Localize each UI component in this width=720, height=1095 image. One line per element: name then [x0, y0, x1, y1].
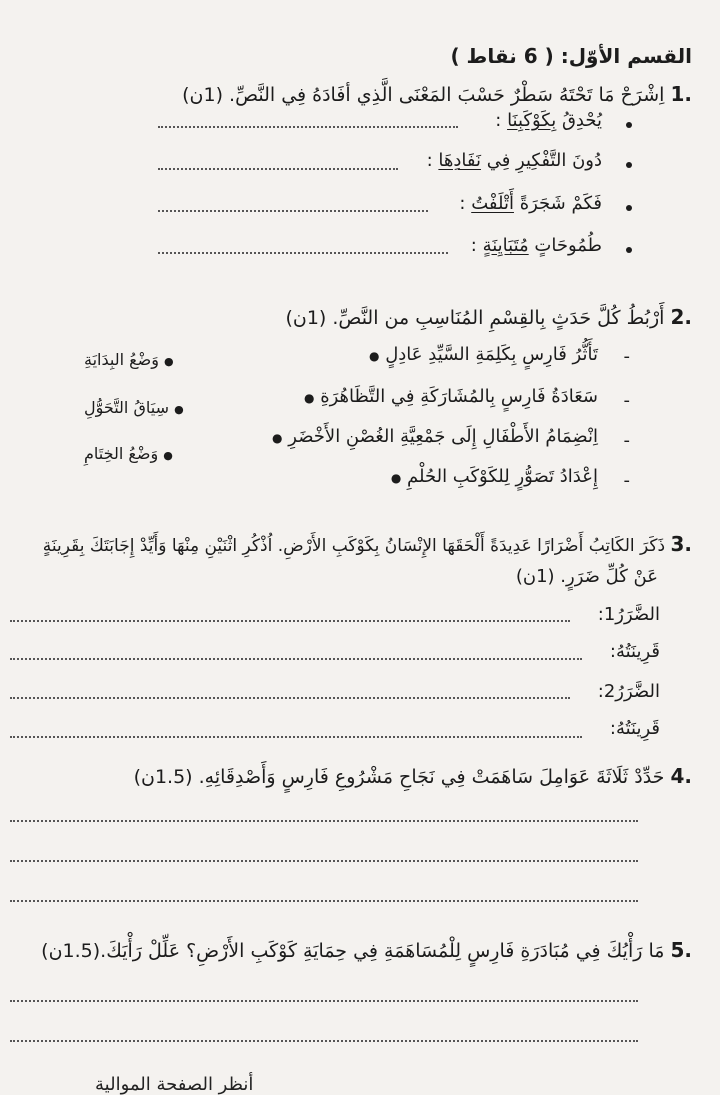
answer-line[interactable]	[10, 860, 638, 862]
dash: -	[623, 346, 630, 367]
answer-line[interactable]	[10, 736, 582, 738]
q1-item-3: فَكَمْ شَجَرَةً أَتْلَفْتُ :	[459, 193, 602, 214]
dash: -	[623, 390, 630, 411]
section-title: القسم الأوّل: ( 6 نقاط )	[450, 44, 692, 68]
q3-prompt-line1	[43, 532, 692, 556]
q1-prompt	[182, 82, 692, 106]
q2-number: .2	[670, 305, 692, 329]
q1-item-4: طُمُوحَاتٍ مُتَبَايِنَةٍ :	[470, 235, 602, 256]
q3-text-1: ذَكَرَ الكَاتِبُ أَضْرَارًا عَدِيدَةً أَلْحَقَهَا الإِنْسَانُ بِكَوْكَبِ الأَرْضِ. اُذْكُرِ اثْنَيْنِ مِنْهَا وَأَيِّدْ إِجَابَتَكَ بِقَرِينَةٍ	[42, 536, 666, 556]
answer-line[interactable]	[158, 126, 458, 128]
q5-text: مَا رَأْيُكَ فِي مُبَادَرَةِ فَارِسٍ لِلْمُسَاهَمَةِ فِي حِمَايَةِ كَوْكَبِ الأَرْضِ؟ عَلِّلْ رَأْيَكَ.(1.5ن)	[41, 940, 665, 962]
q4-number: .4	[670, 764, 692, 788]
answer-line[interactable]	[158, 210, 428, 212]
q2-prompt	[285, 305, 692, 329]
q3-label-evidence2: قَرِينَتُهُ:	[609, 718, 660, 739]
q1-number: .1	[670, 82, 692, 106]
answer-line[interactable]	[10, 1000, 638, 1002]
q2-section-3[interactable]: ● وَضْعُ الخِتَامِ	[84, 444, 173, 463]
q4-prompt	[134, 764, 692, 788]
bullet	[626, 162, 632, 168]
q3-label-harm1: الضَّرَرُ1:	[597, 604, 660, 625]
footer-next-page: أنظر الصفحة الموالية	[95, 1074, 254, 1095]
q2-event-3: اِنْضِمَامُ الأَطْفَالِ إِلَى جَمْعِيَّةِ الغُصْنِ الأَخْضَرِ ●	[272, 426, 598, 447]
q2-text: أَرْبُطُ كُلَّ حَدَثٍ بِالقِسْمِ المُنَاسِبِ من النَّصِّ. (1ن)	[285, 307, 665, 329]
q1-item-1: يُحْدِقُ بِكَوْكَبِنَا :	[495, 110, 602, 131]
q3-label-evidence1: قَرِينَتُهُ:	[609, 641, 660, 662]
q5-prompt	[41, 938, 692, 962]
q5-number: .5	[670, 938, 692, 962]
q2-event-1: تَأَثُّرُ فَارِسٍ بِكَلِمَةِ السَّيِّدِ عَادِلٍ ●	[368, 344, 598, 365]
answer-line[interactable]	[10, 620, 570, 622]
dash: -	[623, 470, 630, 491]
q3-number: .3	[670, 532, 692, 556]
dash: -	[623, 430, 630, 451]
answer-line[interactable]	[158, 168, 398, 170]
answer-line[interactable]	[10, 658, 582, 660]
q2-event-4: إِعْدَادُ تَصَوُّرٍ لِلكَوْكَبِ الحُلْمِ ●	[390, 466, 598, 487]
q2-event-2: سَعَادَةُ فَارِسٍ بِالمُشَارَكَةِ فِي التَّظَاهُرَةِ ●	[303, 386, 598, 407]
q2-section-1[interactable]: ● وَضْعُ البِدَايَةِ	[84, 350, 174, 369]
q3-label-harm2: الضَّرَرُ2:	[597, 681, 660, 702]
answer-line[interactable]	[10, 1040, 638, 1042]
bullet	[626, 247, 632, 253]
answer-line[interactable]	[10, 697, 570, 699]
q4-text: حَدِّدْ ثَلَاثَةَ عَوَامِلَ سَاهَمَتْ فِي نَجَاحِ مَشْرُوعِ فَارِسٍ وَأَصْدِقَائِهِ. (1.5ن)	[133, 766, 665, 788]
bullet	[626, 122, 632, 128]
q3-prompt-line2: عَنْ كُلِّ ضَرَرٍ. (1ن)	[515, 566, 658, 587]
q1-text: اِشْرَحْ مَا تَحْتَهُ سَطْرٌ حَسْبَ المَعْنَى الَّذِي أفَادَهُ فِي النَّصِّ. (1ن)	[182, 84, 665, 106]
bullet	[626, 205, 632, 211]
answer-line[interactable]	[10, 820, 638, 822]
q2-section-2[interactable]: ● سِيَاقُ التَّحَوُّلِ	[84, 398, 184, 417]
answer-line[interactable]	[158, 252, 448, 254]
answer-line[interactable]	[10, 900, 638, 902]
q1-item-2: دُونَ التَّفْكِيرِ فِي نَفَادِهَا :	[426, 150, 602, 171]
